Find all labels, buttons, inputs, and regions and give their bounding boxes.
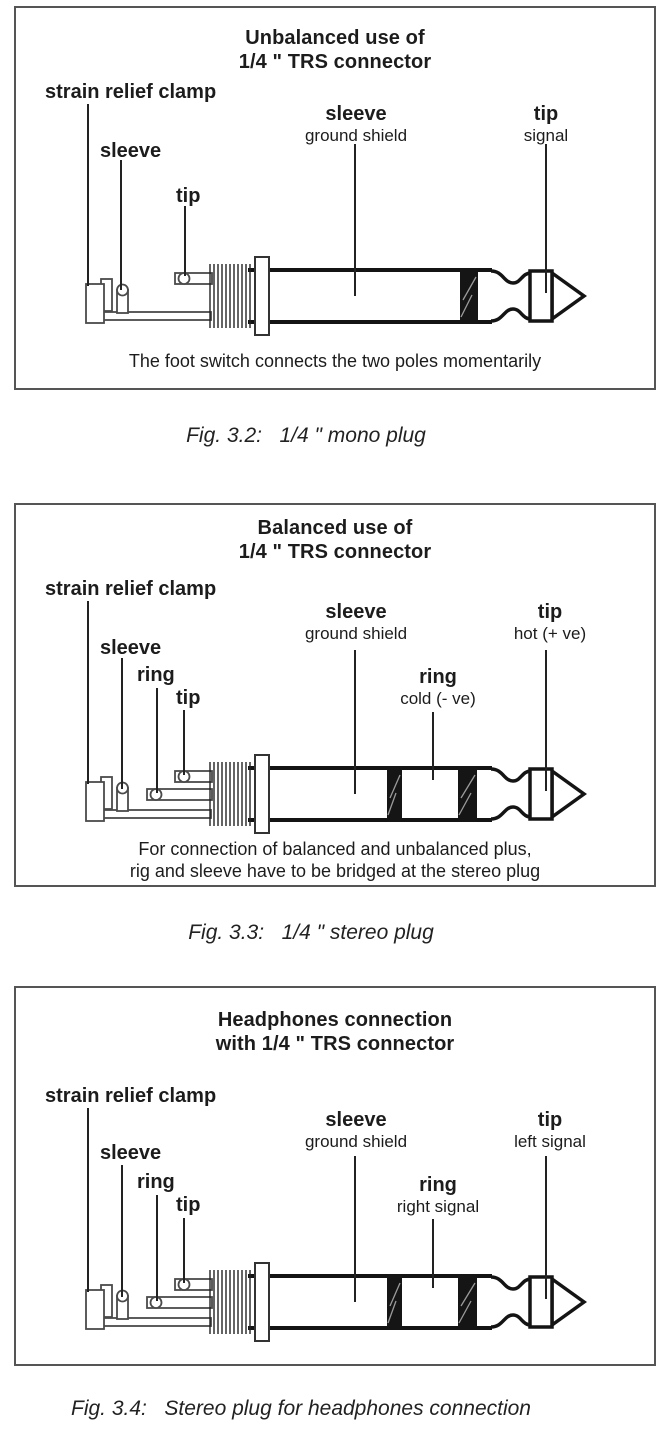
- figure-title-line1: Headphones connection: [217, 1009, 453, 1031]
- figure-title-line2: with 1/4 " TRS connector: [215, 1033, 455, 1055]
- figure-title-line2: 1/4 " TRS connector: [238, 51, 432, 73]
- label-strain-relief-clamp: strain relief clamp: [45, 1085, 217, 1107]
- figure-caption: Fig. 3.2: 1/4 " mono plug: [186, 424, 426, 447]
- label-sleeve-ground-shield: [256, 102, 456, 146]
- figure-note: The foot switch connects the two poles momentarily: [128, 351, 542, 371]
- figure-note-line2: rig and sleeve have to be bridged at the stereo plug: [129, 861, 541, 881]
- figure-note-line1: For connection of balanced and unbalanced plus,: [138, 839, 532, 859]
- label-ring-cold: [338, 665, 538, 709]
- label-strain-relief-clamp: strain relief clamp: [45, 578, 217, 600]
- label-tip-signal: [446, 102, 646, 146]
- label-tip-hot: [450, 600, 650, 644]
- label-ring-sub: right signal: [396, 1197, 480, 1216]
- label-tip: tip: [176, 1194, 201, 1216]
- label-sleeve: sleeve: [100, 140, 162, 162]
- label-ring-main: ring: [419, 666, 457, 688]
- label-ring-sub: cold (- ve): [400, 689, 476, 708]
- figure-title: [14, 26, 656, 74]
- label-sleeve-ground-shield: [256, 600, 456, 644]
- label-ring-main: ring: [419, 1174, 457, 1196]
- label-ring-right-signal: [338, 1173, 538, 1217]
- figure-title-line1: Balanced use of: [257, 517, 413, 539]
- label-ring: ring: [137, 664, 175, 686]
- label-sleeve-sub: ground shield: [304, 624, 408, 643]
- figure-title-line1: Unbalanced use of: [245, 27, 425, 49]
- figure-caption: Fig. 3.4: Stereo plug for headphones connection: [71, 1397, 531, 1420]
- label-tip: tip: [176, 185, 201, 207]
- label-sleeve-sub: ground shield: [304, 126, 408, 145]
- label-tip-main: tip: [537, 601, 563, 623]
- label-sleeve: sleeve: [100, 1142, 162, 1164]
- label-sleeve-main: sleeve: [325, 1109, 387, 1131]
- label-tip-sub: left signal: [514, 1132, 586, 1151]
- figure-title: [14, 516, 656, 564]
- label-ring: ring: [137, 1171, 175, 1193]
- label-sleeve: sleeve: [100, 637, 162, 659]
- figure-caption: Fig. 3.3: 1/4 " stereo plug: [188, 921, 434, 944]
- label-tip-main: tip: [533, 103, 559, 125]
- label-tip-main: tip: [537, 1109, 563, 1131]
- label-tip-sub: hot (+ ve): [513, 624, 587, 643]
- label-tip: tip: [176, 687, 201, 709]
- figure-title: [14, 1008, 656, 1056]
- label-sleeve-main: sleeve: [325, 103, 387, 125]
- label-tip-left-signal: [450, 1108, 650, 1152]
- figure-title-line2: 1/4 " TRS connector: [238, 541, 432, 563]
- label-sleeve-main: sleeve: [325, 601, 387, 623]
- label-tip-sub: signal: [523, 126, 569, 145]
- label-sleeve-ground-shield: [256, 1108, 456, 1152]
- label-sleeve-sub: ground shield: [304, 1132, 408, 1151]
- label-strain-relief-clamp: strain relief clamp: [45, 81, 217, 103]
